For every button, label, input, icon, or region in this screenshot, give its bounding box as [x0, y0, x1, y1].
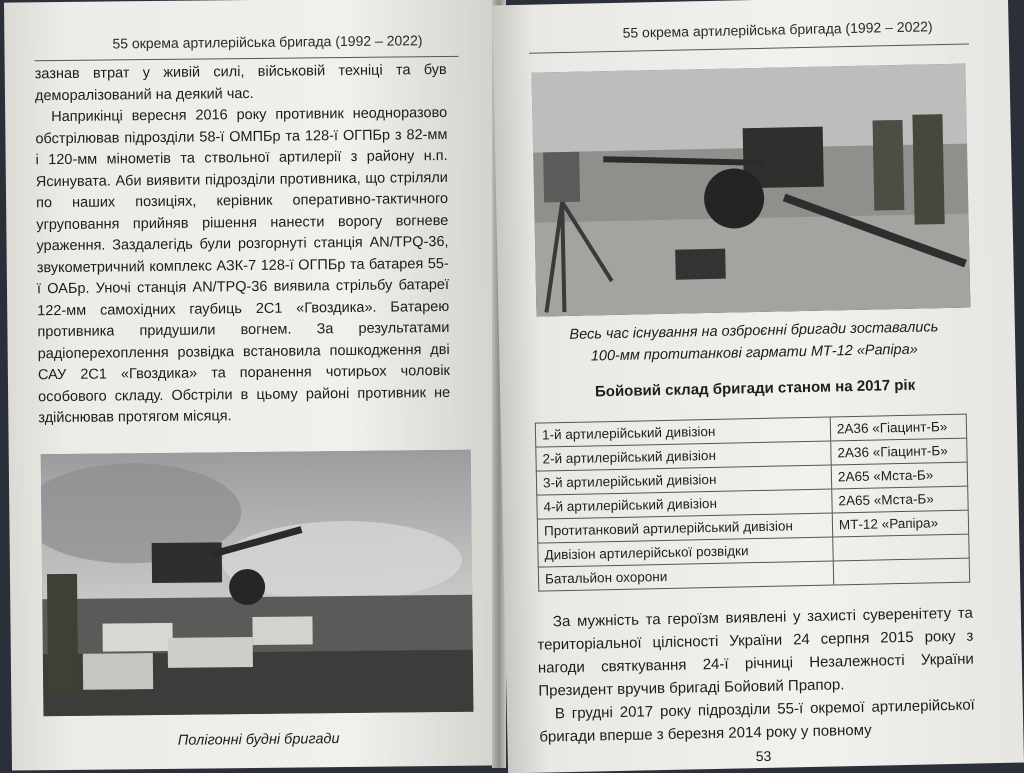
right-photo-caption	[529, 315, 980, 368]
table-cell-unit: 1-й артилерійський дивізіон	[535, 417, 830, 447]
artillery-firing-illustration	[41, 450, 474, 716]
table-cell-weapon	[833, 534, 969, 561]
left-running-head: 55 окрема артилерійська бригада (1992 – 2022)	[112, 32, 423, 52]
left-paragraph-2: Наприкінці вересня 2016 року противник неодноразово обстрілював підрозділи 58-ї ОМПБр та 128-ї ОГПБр з 82-мм і 120-мм мінометів та ствольної артилерії з району н.п. Ясинувата. Аби виявити підрозділи противника, що стріляли по наших позиціях, керівник оперативно-тактичного угруповання прийняв рішення нанести ворогу вогневе ураження. Заздалегідь були розгорнуті станція AN/TPQ-36, звукометричний комплекс АЗК-7 128-ї ОГПБр та батарея 55-ї ОАБр. Уночі станція AN/TPQ-36 виявила стрільбу батареї 122-мм самохідних гаубиць 2С1 «Гвоздика». Батарею противника придушили вогнем. За результатами радіоперехоплення розвідка встановила пошкодження дві САУ 2С1 «Гвоздика» та поранення чотирьох чоловік особового складу. Обстріли в цьому районі противник не здійснював протягом місяця.	[35, 104, 451, 427]
left-photo-caption: Полігонні будні бригади	[177, 731, 340, 749]
table-cell-unit: Батальйон охорони	[538, 561, 833, 591]
right-running-head: 55 окрема артилерійська бригада (1992 – 2022)	[622, 18, 933, 41]
right-head-rule	[529, 44, 969, 54]
left-page	[4, 0, 500, 771]
table-cell-unit: Протитанковий артилерійський дивізіон	[537, 513, 832, 543]
right-paragraph-2: В грудні 2017 року підрозділи 55-ї окремої артилерійської бригади вперше з березня 2014 року у повному	[539, 696, 975, 746]
table-cell-weapon: 2А65 «Мста-Б»	[831, 462, 967, 489]
anti-tank-gun-photo	[531, 64, 970, 317]
table-title: Бойовий склад бригади станом на 2017 рік	[594, 376, 916, 401]
table-cell-unit: 4-й артилерійський дивізіон	[537, 489, 832, 519]
left-paragraph-1: зазнав втрат у живій силі, військовій техніці та був деморалізований на деякий час.	[34, 61, 447, 104]
table-cell-unit: 2-й артилерійський дивізіон	[536, 441, 831, 471]
anti-tank-gun-illustration	[531, 64, 970, 317]
left-body-text	[35, 60, 451, 430]
table-cell-weapon	[833, 558, 969, 585]
artillery-firing-photo	[41, 450, 474, 716]
right-body-text	[537, 602, 976, 749]
table-cell-unit: Дивізіон артилерійської розвідки	[538, 537, 833, 567]
right-caption-line-1: Весь час існування на озброєнні бригади зоставались	[569, 319, 939, 343]
table-cell-weapon: МТ-12 «Рапіра»	[832, 510, 968, 537]
table-cell-weapon: 2А65 «Мста-Б»	[832, 486, 968, 513]
page-number: 53	[755, 747, 772, 765]
right-caption-line-2: 100-мм протитанкові гармати МТ-12 «Рапіра»	[590, 341, 918, 365]
table-cell-weapon: 2А36 «Гіацинт-Б»	[830, 414, 966, 441]
table-cell-weapon: 2А36 «Гіацинт-Б»	[831, 438, 967, 465]
right-paragraph-1: За мужність та героїзм виявлені у захисті суверенітету та територіальної цілісності України 24 серпня 2015 року з нагоди святкування 24-ї річниці Незалежності України Президент вручив бригаді Бойовий Прапор.	[537, 604, 974, 700]
table-cell-unit: 3-й артилерійський дивізіон	[536, 465, 831, 495]
right-page	[492, 0, 1024, 773]
brigade-composition-table	[535, 414, 970, 592]
